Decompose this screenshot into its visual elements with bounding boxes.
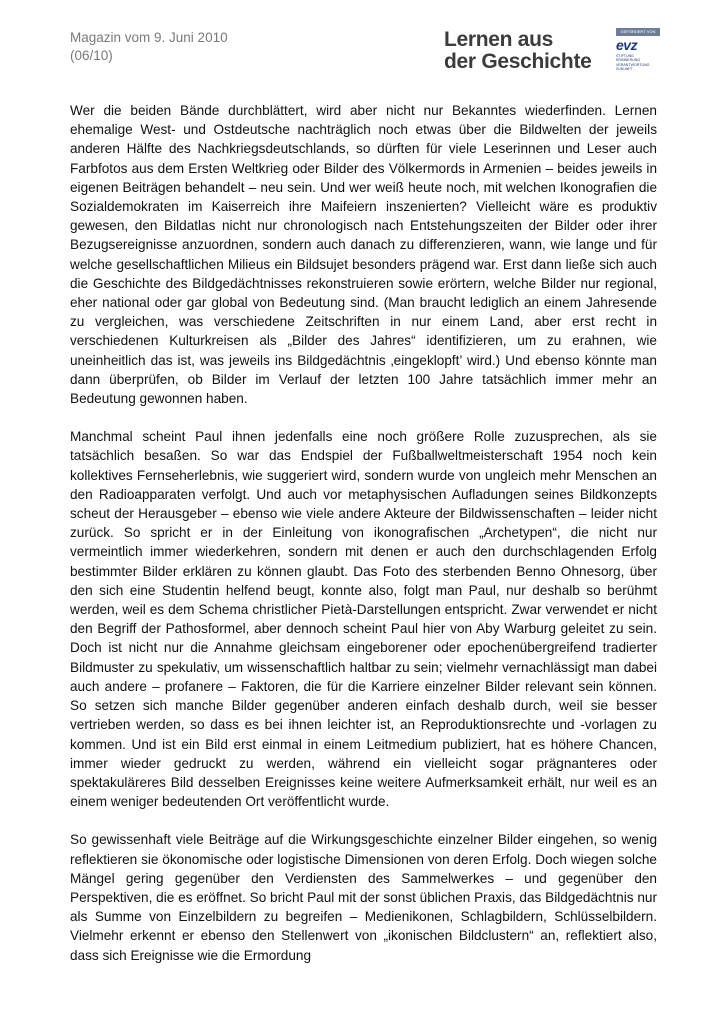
brand-logo [444, 29, 592, 73]
issue-date: Magazin vom 9. Juni 2010 [70, 30, 228, 45]
issue-info [70, 29, 228, 65]
paragraph: Wer die beiden Bände durchblättert, wird aber nicht nur Bekanntes wiederfinden. Lernen ehemalige West- und Ostdeutsche nachträglich noch etwas über die Bildwelten der jeweils anderen Hälfte des Nachkriegsdeutschlands, so dürften für viele Leserinnen und Leser auch Farbfotos aus dem Ersten Weltkrieg oder Bilder des Völkermords in Armenien – beides jeweils in eigenen Beiträgen behandelt – neu sein. Und wer weiß heute noch, mit welchen Ikonografien die Sozialdemokraten im Kaiserreich ihre Maifeiern inszenierten? Vielleicht wäre es produktiv gewesen, den Bildatlas nicht nur chronologisch nach Entstehungszeiten der Bilder oder ihrer Bezugsereignisse anzuordnen, sondern auch danach zu differenzieren, wann, wie lange und für welche gesellschaftlichen Milieus ein Bildsujet besonders prägend war. Erst dann ließe sich auch die Geschichte des Bildgedächtnisses rekonstruieren sowie erörtern, welche Bilder nur regional, eher national oder gar global von Bedeutung sind. (Man braucht lediglich an einem Jahresende zu vergleichen, was verschiedene Zeitschriften in nur einem Land, aber erst recht in verschiedenen Kulturkreisen als „Bilder des Jahres“ identifizieren, um zu erahnen, wie uneinheitlich das ist, was jeweils ins Bildgedächtnis ‚eingeklopft’ wird.) Und ebenso könnte man dann überprüfen, ob Bilder im Verlauf der letzten 100 Jahre tatsächlich immer mehr an Bedeutung gewonnen haben. [70, 103, 657, 407]
evz-badge: GEFÖRDERT VON [616, 28, 660, 36]
paragraph: Manchmal scheint Paul ihnen jedenfalls eine noch größere Rolle zuzusprechen, als sie tatsächlich besaßen. So war das Endspiel der Fußballweltmeisterschaft 1954 noch kein kollektives Fernseherlebnis, wie suggeriert wird, sondern wurde von ungleich mehr Menschen an den Radioapparaten verfolgt. Und auch vor metaphysischen Aufladungen seines Bildkonzepts scheut der Herausgeber – ebenso wie viele andere Akteure der Bildwissenschaften – leider nicht zurück. So spricht er in der Einleitung von ikonografischen „Archetypen“, die nicht nur vermeintlich immer wiederkehren, sondern mit denen er auch den durchschlagenden Erfolg bestimmter Bilder erklären zu können glaubt. Das Foto des sterbenden Benno Ohnesorg, über den sich eine Studentin helfend beugt, konnte also, folgt man Paul, nur deshalb so berühmt werden, weil es dem Schema christlicher Pietà-Darstellungen entspricht. Zwar verwendet er nicht den Begriff der Pathosformel, aber dennoch scheint Paul hier von Aby Warburg geleitet zu sein. Doch ist nicht nur die Annahme gleichsam eingeborener oder epochenübergreifend tradierter Bildmuster zu spekulativ, um wissenschaftlich haltbar zu sein; vielmehr vernachlässigt man dabei auch andere – profanere – Faktoren, die für die Karriere einzelner Bilder relevant sein können. So setzen sich manche Bilder gegenüber anderen einfach deshalb durch, weil sie besser vertrieben werden, so dass es bei ihnen leichter ist, an Reproduktionsrechte und -vorlagen zu kommen. Und ist ein Bild erst einmal in einem Leitmedium publiziert, hat es höhere Chancen, immer wieder gedruckt zu werden, während ein vielleicht sogar prägnanteres oder spektakuläreres Bild desselben Ereignisses keine weitere Aufmerksamkeit erhält, nur weil es an einem weniger bedeutenden Ort veröffentlicht wurde. [70, 429, 657, 810]
paragraph: So gewissenhaft viele Beiträge auf die Wirkungsgeschichte einzelner Bilder eingehen, so wenig reflektieren sie ökonomische oder logistische Dimensionen von deren Erfolg. Doch wiegen solche Mängel gering gegenüber den Verdiensten des Sammelwerkes – und gegenüber den Perspektiven, die es eröffnet. So bricht Paul mit der sonst üblichen Praxis, das Bildgedächtnis nur als Summe von Einzelbildern zu begreifen – Medienikonen, Schlagbildern, Schlüsselbildern. Vielmehr erkennt er ebenso den Stellenwert von „ikonischen Bildclustern“ an, reflektiert also, dass sich Ereignisse wie die Ermordung [70, 832, 657, 963]
evz-subtitle-line-3: VERANTWORTUNG [616, 62, 650, 67]
issue-number: (06/10) [70, 48, 113, 63]
brand-line-2: der Geschichte [444, 50, 592, 73]
evz-subtitle-line-4: ZUKUNFT [616, 67, 633, 72]
evz-subtitle-line-1: STIFTUNG [616, 54, 634, 58]
article-body [70, 101, 657, 984]
evz-subtitle-line-2: ERINNERUNG [616, 58, 641, 63]
page-header [70, 29, 660, 84]
evz-logo [616, 28, 660, 78]
evz-subtitle [616, 54, 660, 72]
brand-line-1: Lernen aus [444, 28, 554, 51]
evz-wordmark: evz [616, 37, 638, 53]
